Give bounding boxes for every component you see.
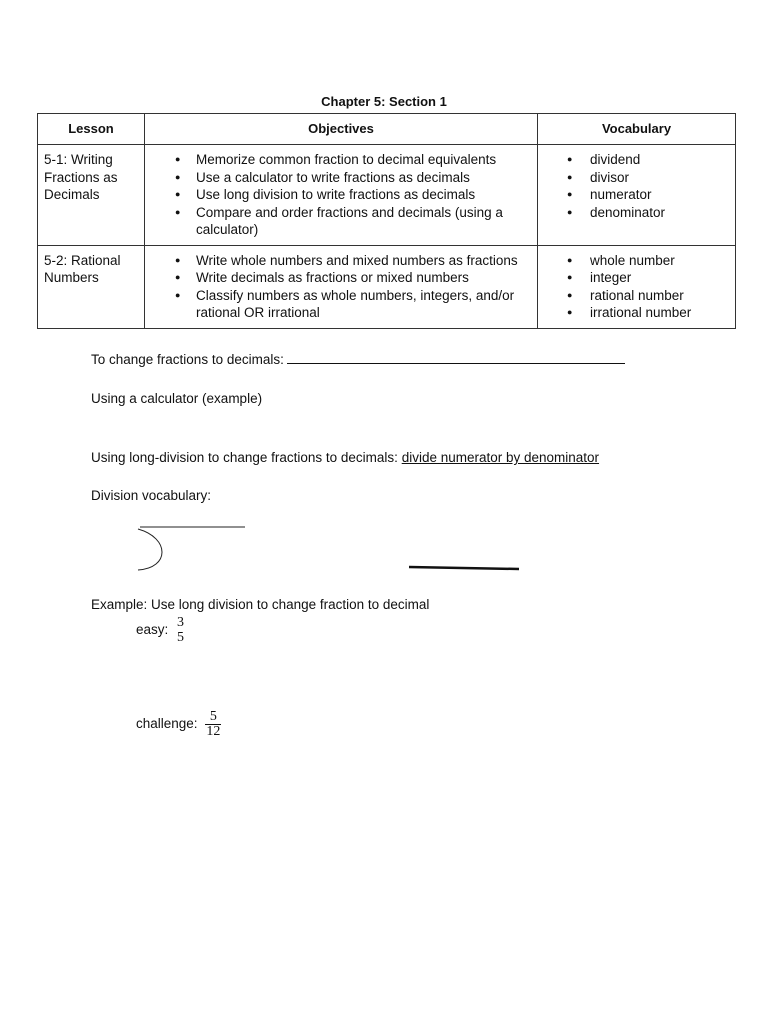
objectives-list bbox=[151, 252, 531, 322]
easy-fraction bbox=[176, 616, 185, 645]
long-division-line bbox=[91, 450, 599, 465]
vocabulary-item: ● whole number bbox=[544, 252, 729, 270]
objective-item: ● Compare and order fractions and decimals (using a calculator) bbox=[151, 204, 531, 239]
table-header-row bbox=[38, 114, 736, 145]
objective-item: ● Write whole numbers and mixed numbers as fractions bbox=[151, 252, 531, 270]
answer-blank[interactable] bbox=[287, 352, 625, 364]
header-lesson: Lesson bbox=[38, 114, 145, 145]
change-fractions-line bbox=[91, 352, 625, 367]
easy-numerator: 3 bbox=[177, 615, 185, 630]
page-title: Chapter 5: Section 1 bbox=[321, 94, 447, 109]
challenge-numerator: 5 bbox=[209, 709, 217, 724]
vocabulary-item: ● divisor bbox=[544, 169, 729, 187]
objectives-cell bbox=[145, 145, 538, 246]
fraction-bar-sketch bbox=[409, 567, 519, 569]
header-vocabulary: Vocabulary bbox=[538, 114, 736, 145]
challenge-denominator: 12 bbox=[206, 724, 221, 739]
objective-item: ● Memorize common fraction to decimal equivalents bbox=[151, 151, 531, 169]
challenge-example bbox=[136, 710, 221, 739]
long-division-answer: divide numerator by denominator bbox=[401, 450, 600, 465]
vocabulary-item: ● integer bbox=[544, 269, 729, 287]
objectives-cell bbox=[145, 245, 538, 328]
vocabulary-item: ● irrational number bbox=[544, 304, 729, 322]
vocabulary-item: ● denominator bbox=[544, 204, 729, 222]
table-row bbox=[38, 145, 736, 246]
easy-example bbox=[136, 616, 185, 645]
long-division-sketch bbox=[130, 520, 550, 580]
lesson-table bbox=[37, 113, 736, 329]
division-bracket bbox=[138, 529, 162, 570]
vocabulary-item: ● rational number bbox=[544, 287, 729, 305]
objective-item: ● Classify numbers as whole numbers, integers, and/or rational OR irrational bbox=[151, 287, 531, 322]
challenge-label: challenge: bbox=[136, 716, 198, 732]
vocabulary-item: ● dividend bbox=[544, 151, 729, 169]
table-row bbox=[38, 245, 736, 328]
change-fractions-prompt: To change fractions to decimals: bbox=[91, 352, 284, 367]
vocabulary-item: ● numerator bbox=[544, 186, 729, 204]
vocabulary-list bbox=[544, 151, 729, 221]
vocabulary-list bbox=[544, 252, 729, 322]
objectives-list bbox=[151, 151, 531, 239]
easy-denominator: 5 bbox=[177, 630, 185, 645]
lesson-cell: 5-2: Rational Numbers bbox=[38, 245, 145, 328]
calculator-prompt: Using a calculator (example) bbox=[91, 391, 263, 406]
vocabulary-cell bbox=[538, 245, 736, 328]
lesson-cell: 5-1: Writing Fractions as Decimals bbox=[38, 145, 145, 246]
challenge-fraction bbox=[205, 710, 221, 739]
objective-item: ● Write decimals as fractions or mixed numbers bbox=[151, 269, 531, 287]
division-vocab-prompt: Division vocabulary: bbox=[91, 488, 212, 503]
easy-label: easy: bbox=[136, 622, 169, 638]
header-objectives: Objectives bbox=[145, 114, 538, 145]
vocabulary-cell bbox=[538, 145, 736, 246]
long-division-prompt: Using long-division to change fractions to decimals: bbox=[91, 450, 398, 465]
objective-item: ● Use a calculator to write fractions as decimals bbox=[151, 169, 531, 187]
example-prompt: Example: Use long division to change fraction to decimal bbox=[91, 597, 430, 612]
objective-item: ● Use long division to write fractions as decimals bbox=[151, 186, 531, 204]
